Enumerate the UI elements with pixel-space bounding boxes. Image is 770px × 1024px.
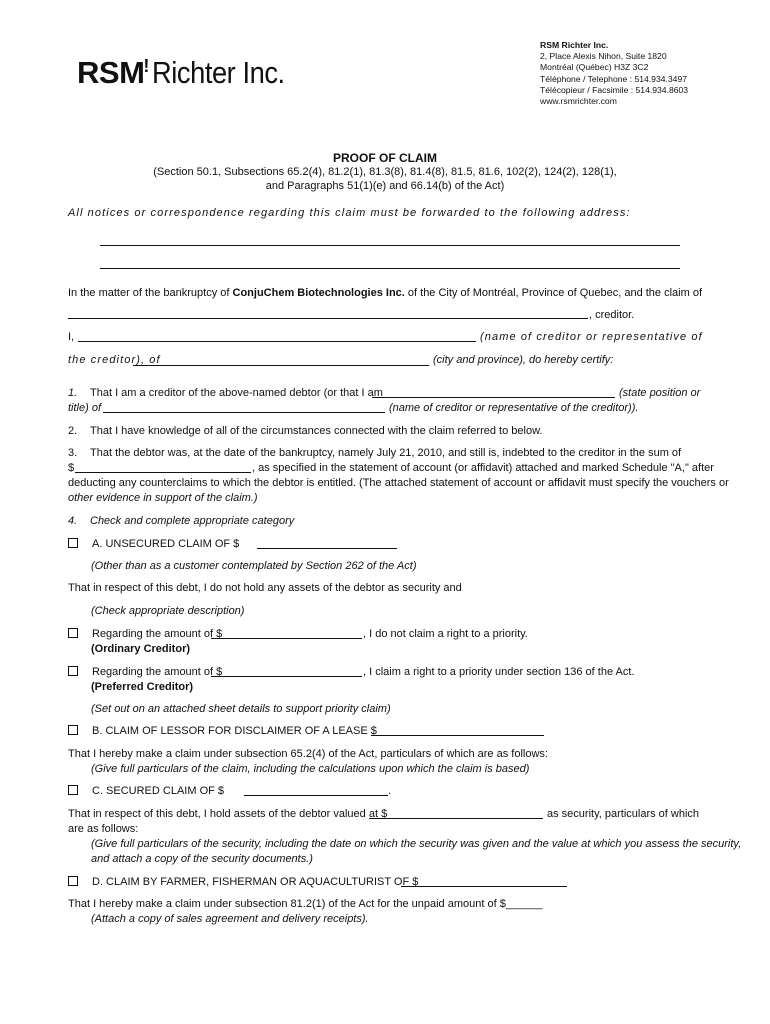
address-website: www.rsmrichter.com <box>540 96 617 107</box>
category-d-note: (Attach a copy of sales agreement and delivery receipts). <box>91 913 369 925</box>
ordinary-checkbox[interactable] <box>68 628 78 638</box>
preferred-row[interactable] <box>68 665 222 679</box>
item-3-line-1: 3. That the debtor was, at the date of the bankruptcy, namely July 21, 2010, and still is, indebted to the creditor in the sum of <box>68 447 682 459</box>
debtor-name: ConjuChem Biotechnologies Inc. <box>232 287 405 299</box>
logo-rsm: RSM <box>77 55 145 90</box>
category-a-checkbox[interactable] <box>68 538 78 548</box>
security-value-field[interactable] <box>369 818 543 819</box>
category-c-note-line-2: and attach a copy of the security documents.) <box>91 853 313 865</box>
subtitle-line-1: (Section 50.1, Subsections 65.2(4), 81.2(1), 81.3(8), 81.4(8), 81.5, 81.6, 102(2), 124(2), 128(1), <box>153 166 617 178</box>
category-c-note-line-1: (Give full particulars of the security, including the date on which the security was given and the value at which you assess the security, <box>91 838 742 850</box>
item-1-line2-prefix: title) of <box>68 402 102 414</box>
item-3-line-4: other evidence in support of the claim.) <box>68 492 258 504</box>
name-hint: (name of creditor or representative of <box>480 331 703 343</box>
address-firm-name: RSM Richter Inc. <box>540 40 609 50</box>
unsecured-amount-field[interactable] <box>257 548 397 549</box>
item-1-tail: (state position or <box>619 387 701 399</box>
category-d-label: D. CLAIM BY FARMER, FISHERMAN OR AQUACULTURIST OF $ <box>92 876 419 888</box>
creditor-name-field[interactable] <box>68 318 588 319</box>
category-b-row[interactable] <box>68 724 377 738</box>
check-description-note: (Check appropriate description) <box>91 605 245 617</box>
item-4 <box>68 514 294 528</box>
address-line-2[interactable] <box>100 268 680 269</box>
item-3-dollar: $ <box>68 462 75 474</box>
secured-amount-field[interactable] <box>244 795 388 796</box>
category-c-row[interactable] <box>68 784 224 798</box>
creditor-suffix: , creditor. <box>589 309 635 321</box>
ordinary-row[interactable] <box>68 627 222 641</box>
item-3-number: 3. <box>68 447 78 459</box>
item-1 <box>68 386 383 400</box>
item-1-line2-hint: (name of creditor or representative of the creditor)). <box>389 402 639 414</box>
category-c-checkbox[interactable] <box>68 785 78 795</box>
preferred-creditor-label: (Preferred Creditor) <box>91 681 194 693</box>
address-line-1[interactable] <box>100 245 680 246</box>
category-a-row[interactable] <box>68 537 239 551</box>
company-logo: RSM!Richter Inc. <box>77 55 285 90</box>
preferred-amount-field[interactable] <box>211 676 362 677</box>
category-a-note: (Other than as a customer contemplated by Section 262 of the Act) <box>91 560 417 572</box>
representative-name-field[interactable] <box>78 341 476 342</box>
category-a-assets: That in respect of this debt, I do not hold any assets of the debtor as security and <box>68 582 462 594</box>
item-1-text: That I am a creditor of the above-named debtor (or that I am <box>90 387 383 399</box>
company-address-block <box>540 40 688 107</box>
matter-prefix: In the matter of the bankruptcy of <box>68 287 230 299</box>
address-facsimile: Télécopieur / Facsimile : 514.934.8603 <box>540 84 689 95</box>
creditor-represented-field[interactable] <box>103 412 385 413</box>
the-creditor-text: the creditor), of <box>68 354 161 366</box>
logo-name: Richter Inc. <box>151 55 285 90</box>
form-title: PROOF OF CLAIM <box>333 151 437 165</box>
item-1-number: 1. <box>68 387 78 399</box>
preferred-suffix: , I claim a right to a priority under section 136 of the Act. <box>363 666 635 678</box>
position-title-field[interactable] <box>372 397 615 398</box>
category-b-text: That I hereby make a claim under subsection 65.2(4) of the Act, particulars of which are as follows: <box>68 748 548 760</box>
notice-text: All notices or correspondence regarding this claim must be forwarded to the following address: <box>68 207 631 219</box>
item-2-text: That I have knowledge of all of the circumstances connected with the claim referred to below. <box>90 425 543 437</box>
item-3-line-3: deducting any counterclaims to which the debtor is entitled. (The attached statement of account or affidavit must specify the vouchers or <box>68 477 729 489</box>
priority-note: (Set out on an attached sheet details to support priority claim) <box>91 703 391 715</box>
category-d-checkbox[interactable] <box>68 876 78 886</box>
category-c-text-line-2: are as follows: <box>68 823 139 835</box>
city-hint: (city and province), do hereby certify: <box>433 354 614 366</box>
address-city: Montréal (Québec) H3Z 3C2 <box>540 62 649 73</box>
claim-sum-field[interactable] <box>75 472 251 473</box>
ordinary-suffix: , I do not claim a right to a priority. <box>363 628 528 640</box>
item-3-line-2: , as specified in the statement of account (or affidavit) attached and marked Schedule "A," after <box>252 462 714 474</box>
category-c-text: That in respect of this debt, I hold assets of the debtor valued at $ <box>68 808 388 820</box>
category-c-label: C. SECURED CLAIM OF $ <box>92 785 225 797</box>
address-street: 2, Place Alexis Nihon, Suite 1820 <box>540 51 667 62</box>
category-d-text: That I hereby make a claim under subsection 81.2(1) of the Act for the unpaid amount of $______ <box>68 898 543 910</box>
preferred-checkbox[interactable] <box>68 666 78 676</box>
address-telephone: Téléphone / Telephone : 514.934.3497 <box>540 73 688 84</box>
category-d-row[interactable] <box>68 875 418 889</box>
subtitle-line-2: and Paragraphs 51(1)(e) and 66.14(b) of the Act) <box>265 180 505 192</box>
item-2-number: 2. <box>68 425 78 437</box>
item-2 <box>68 424 542 438</box>
matter-suffix: of the City of Montréal, Province of Quebec, and the claim of <box>407 287 703 299</box>
item-4-text: Check and complete appropriate category <box>90 515 295 527</box>
farmer-amount-field[interactable] <box>401 886 567 887</box>
lease-amount-field[interactable] <box>371 735 544 736</box>
category-c-text-suffix: as security, particulars of which <box>547 808 700 820</box>
item-4-number: 4. <box>68 515 78 527</box>
category-b-label: B. CLAIM OF LESSOR FOR DISCLAIMER OF A LEASE $ <box>92 725 377 737</box>
ordinary-amount-field[interactable] <box>211 638 362 639</box>
category-c-period: . <box>388 785 392 797</box>
city-province-field[interactable] <box>133 365 429 366</box>
i-prefix: I, <box>68 331 75 343</box>
category-b-checkbox[interactable] <box>68 725 78 735</box>
ordinary-creditor-label: (Ordinary Creditor) <box>91 643 191 655</box>
preferred-prefix: Regarding the amount of $ <box>92 666 223 678</box>
category-a-label: A. UNSECURED CLAIM OF $ <box>92 538 240 550</box>
form-subtitle <box>0 165 770 193</box>
matter-line <box>68 286 702 300</box>
ordinary-prefix: Regarding the amount of $ <box>92 628 223 640</box>
category-b-note: (Give full particulars of the claim, including the calculations upon which the claim is based) <box>91 763 530 775</box>
